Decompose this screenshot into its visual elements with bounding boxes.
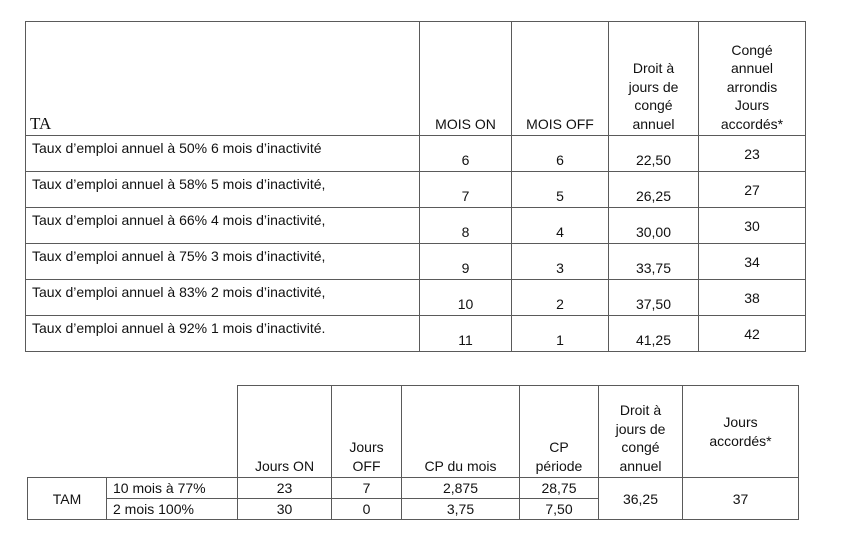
- tam-label: TAM: [28, 478, 107, 520]
- droit-header-line: jours de: [615, 420, 666, 437]
- cp-periode-value: 7,50: [520, 499, 599, 520]
- jours-off-value: 0: [332, 499, 402, 520]
- droit-header: [609, 22, 699, 136]
- row-label: Taux d’emploi annuel à 92% 1 mois d’inactivité.: [26, 316, 420, 352]
- droit-header-line: annuel: [632, 115, 675, 132]
- mois-off-value: 2: [512, 280, 609, 316]
- conge-header-line: accordés*: [720, 115, 784, 132]
- droit-header-line: congé: [621, 439, 660, 455]
- jours-accordes-value: 38: [699, 280, 806, 316]
- mois-off-value: 1: [512, 316, 609, 352]
- blank-cell: [107, 386, 238, 478]
- cp-periode-header-line: période: [535, 457, 583, 474]
- table-ta: [25, 21, 806, 352]
- conge-header-line: annuel: [730, 60, 774, 76]
- jours-off-header: [332, 386, 402, 478]
- jours-accordes-value: 37: [683, 478, 799, 520]
- row-label: Taux d’emploi annuel à 83% 2 mois d’inactivité,: [26, 280, 420, 316]
- mois-off-value: 6: [512, 136, 609, 172]
- droit-header: [599, 386, 683, 478]
- table-row: [26, 244, 806, 280]
- droit-header-line: jours de: [628, 78, 679, 95]
- droit-value: 30,00: [609, 208, 699, 244]
- mois-on-value: 8: [420, 208, 512, 244]
- jours-accordes-value: 42: [699, 316, 806, 352]
- jours-on-value: 23: [238, 478, 332, 499]
- mois-off-value: 5: [512, 172, 609, 208]
- jours-on-header: Jours ON: [238, 386, 332, 478]
- accordes-header-line: Jours: [723, 414, 758, 430]
- jours-accordes-value: 23: [699, 136, 806, 172]
- droit-value: 37,50: [609, 280, 699, 316]
- droit-header-line: Droit à: [632, 60, 675, 76]
- jours-accordes-value: 27: [699, 172, 806, 208]
- jours-off-value: 7: [332, 478, 402, 499]
- cp-mois-value: 3,75: [402, 499, 520, 520]
- mois-on-value: 9: [420, 244, 512, 280]
- droit-value: 26,25: [609, 172, 699, 208]
- mois-on-value: 10: [420, 280, 512, 316]
- table-tam: [27, 385, 799, 520]
- row-label: 10 mois à 77%: [107, 478, 238, 499]
- row-label: 2 mois 100%: [107, 499, 238, 520]
- conge-header-line: Jours: [734, 97, 770, 113]
- row-label: Taux d’emploi annuel à 58% 5 mois d’inactivité,: [26, 172, 420, 208]
- conge-header-line: arrondis: [726, 78, 778, 95]
- jours-accordes-value: 34: [699, 244, 806, 280]
- droit-header-line: annuel: [619, 457, 662, 474]
- jours-off-header-line: OFF: [352, 457, 381, 474]
- mois-on-value: 6: [420, 136, 512, 172]
- row-label: Taux d’emploi annuel à 75% 3 mois d’inactivité,: [26, 244, 420, 280]
- table-row: [26, 208, 806, 244]
- mois-off-value: 3: [512, 244, 609, 280]
- conge-header: [699, 22, 806, 136]
- table-ta-header: [26, 22, 806, 136]
- cp-periode-header-line: CP: [549, 439, 569, 455]
- accordes-header-line: accordés*: [709, 432, 772, 449]
- cp-mois-header: CP du mois: [402, 386, 520, 478]
- jours-on-value: 30: [238, 499, 332, 520]
- cp-periode-header: [520, 386, 599, 478]
- row-label: Taux d’emploi annuel à 50% 6 mois d’inactivité: [26, 136, 420, 172]
- cp-mois-value: 2,875: [402, 478, 520, 499]
- table-row: [28, 478, 799, 499]
- cp-periode-value: 28,75: [520, 478, 599, 499]
- conge-header-line: Congé: [731, 41, 773, 58]
- mois-on-value: 7: [420, 172, 512, 208]
- droit-value: 33,75: [609, 244, 699, 280]
- table-row: [26, 280, 806, 316]
- row-label: Taux d’emploi annuel à 66% 4 mois d’inactivité,: [26, 208, 420, 244]
- jours-accordes-value: 30: [699, 208, 806, 244]
- ta-label: TA: [26, 22, 420, 136]
- mois-off-header: MOIS OFF: [512, 22, 609, 136]
- droit-header-line: congé: [634, 97, 673, 113]
- droit-total-value: 36,25: [599, 478, 683, 520]
- jours-off-header-line: Jours: [349, 439, 384, 455]
- mois-off-value: 4: [512, 208, 609, 244]
- mois-on-header: MOIS ON: [420, 22, 512, 136]
- table-row: [26, 316, 806, 352]
- table-tam-header: [28, 386, 799, 478]
- droit-header-line: Droit à: [619, 402, 662, 418]
- table-row: [26, 136, 806, 172]
- blank-cell: [28, 386, 107, 478]
- table-row: [26, 172, 806, 208]
- droit-value: 41,25: [609, 316, 699, 352]
- accordes-header: [683, 386, 799, 478]
- mois-on-value: 11: [420, 316, 512, 352]
- droit-value: 22,50: [609, 136, 699, 172]
